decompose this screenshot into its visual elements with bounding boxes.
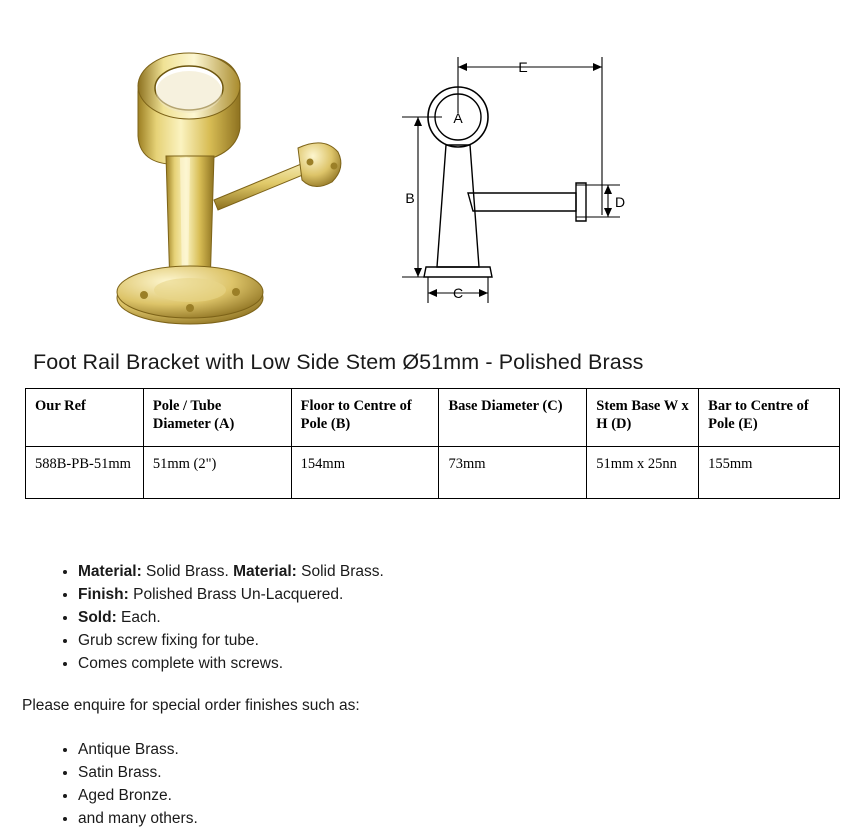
diagram-label-b: B [405,190,415,206]
feature-text: Comes complete with screws. [78,655,284,672]
diagram-label-d: D [614,194,626,210]
feature-label: Sold: [78,609,117,626]
list-item: • and many others. [78,807,740,830]
dimension-diagram [380,35,660,320]
table-header-cell: Our Ref [26,389,144,447]
table-header-cell: Floor to Centre of Pole (B) [291,389,439,447]
page-title: Foot Rail Bracket with Low Side Stem Ø51mm - Polished Brass [33,350,644,374]
table-header-cell: Stem Base W x H (D) [587,389,699,447]
table-cell-floor-to-centre: 154mm [291,447,439,499]
table-row [26,447,840,499]
feature-text: Grub screw fixing for tube. [78,632,259,649]
list-item [78,606,740,629]
specification-table [25,388,840,499]
table-cell-stem-base: 51mm x 25nn [587,447,699,499]
feature-label-2: Material: [233,563,297,580]
list-item [78,583,740,606]
diagram-label-c: C [452,285,464,301]
list-item [78,560,740,583]
diagram-label-a: A [453,110,463,126]
list-item: • Satin Brass. [78,761,740,784]
extra-finishes-list [40,738,740,830]
list-item: • Aged Bronze. [78,784,740,807]
feature-text-2: Solid Brass. [296,563,384,580]
diagram-label-e: E [518,59,528,75]
table-cell-ref: 588B-PB-51mm [26,447,144,499]
table-cell-bar-to-centre: 155mm [699,447,840,499]
feature-text: Polished Brass Un-Lacquered. [128,586,344,603]
product-media [0,0,864,335]
table-cell-base-diameter: 73mm [439,447,587,499]
feature-label: Finish: [78,586,129,603]
list-item: • Antique Brass. [78,738,740,761]
enquire-text: Please enquire for special order finishes such as: [22,697,360,714]
table-header-cell: Pole / Tube Diameter (A) [143,389,291,447]
feature-list [40,560,740,675]
product-photo [110,40,370,330]
list-item [78,652,740,675]
feature-label: Material: [78,563,142,580]
feature-text: Each. [116,609,161,626]
table-header-cell: Base Diameter (C) [439,389,587,447]
feature-text: Solid Brass. [141,563,234,580]
table-header-cell: Bar to Centre of Pole (E) [699,389,840,447]
list-item [78,629,740,652]
table-cell-pole-diameter: 51mm (2") [143,447,291,499]
table-header-row [26,389,840,447]
